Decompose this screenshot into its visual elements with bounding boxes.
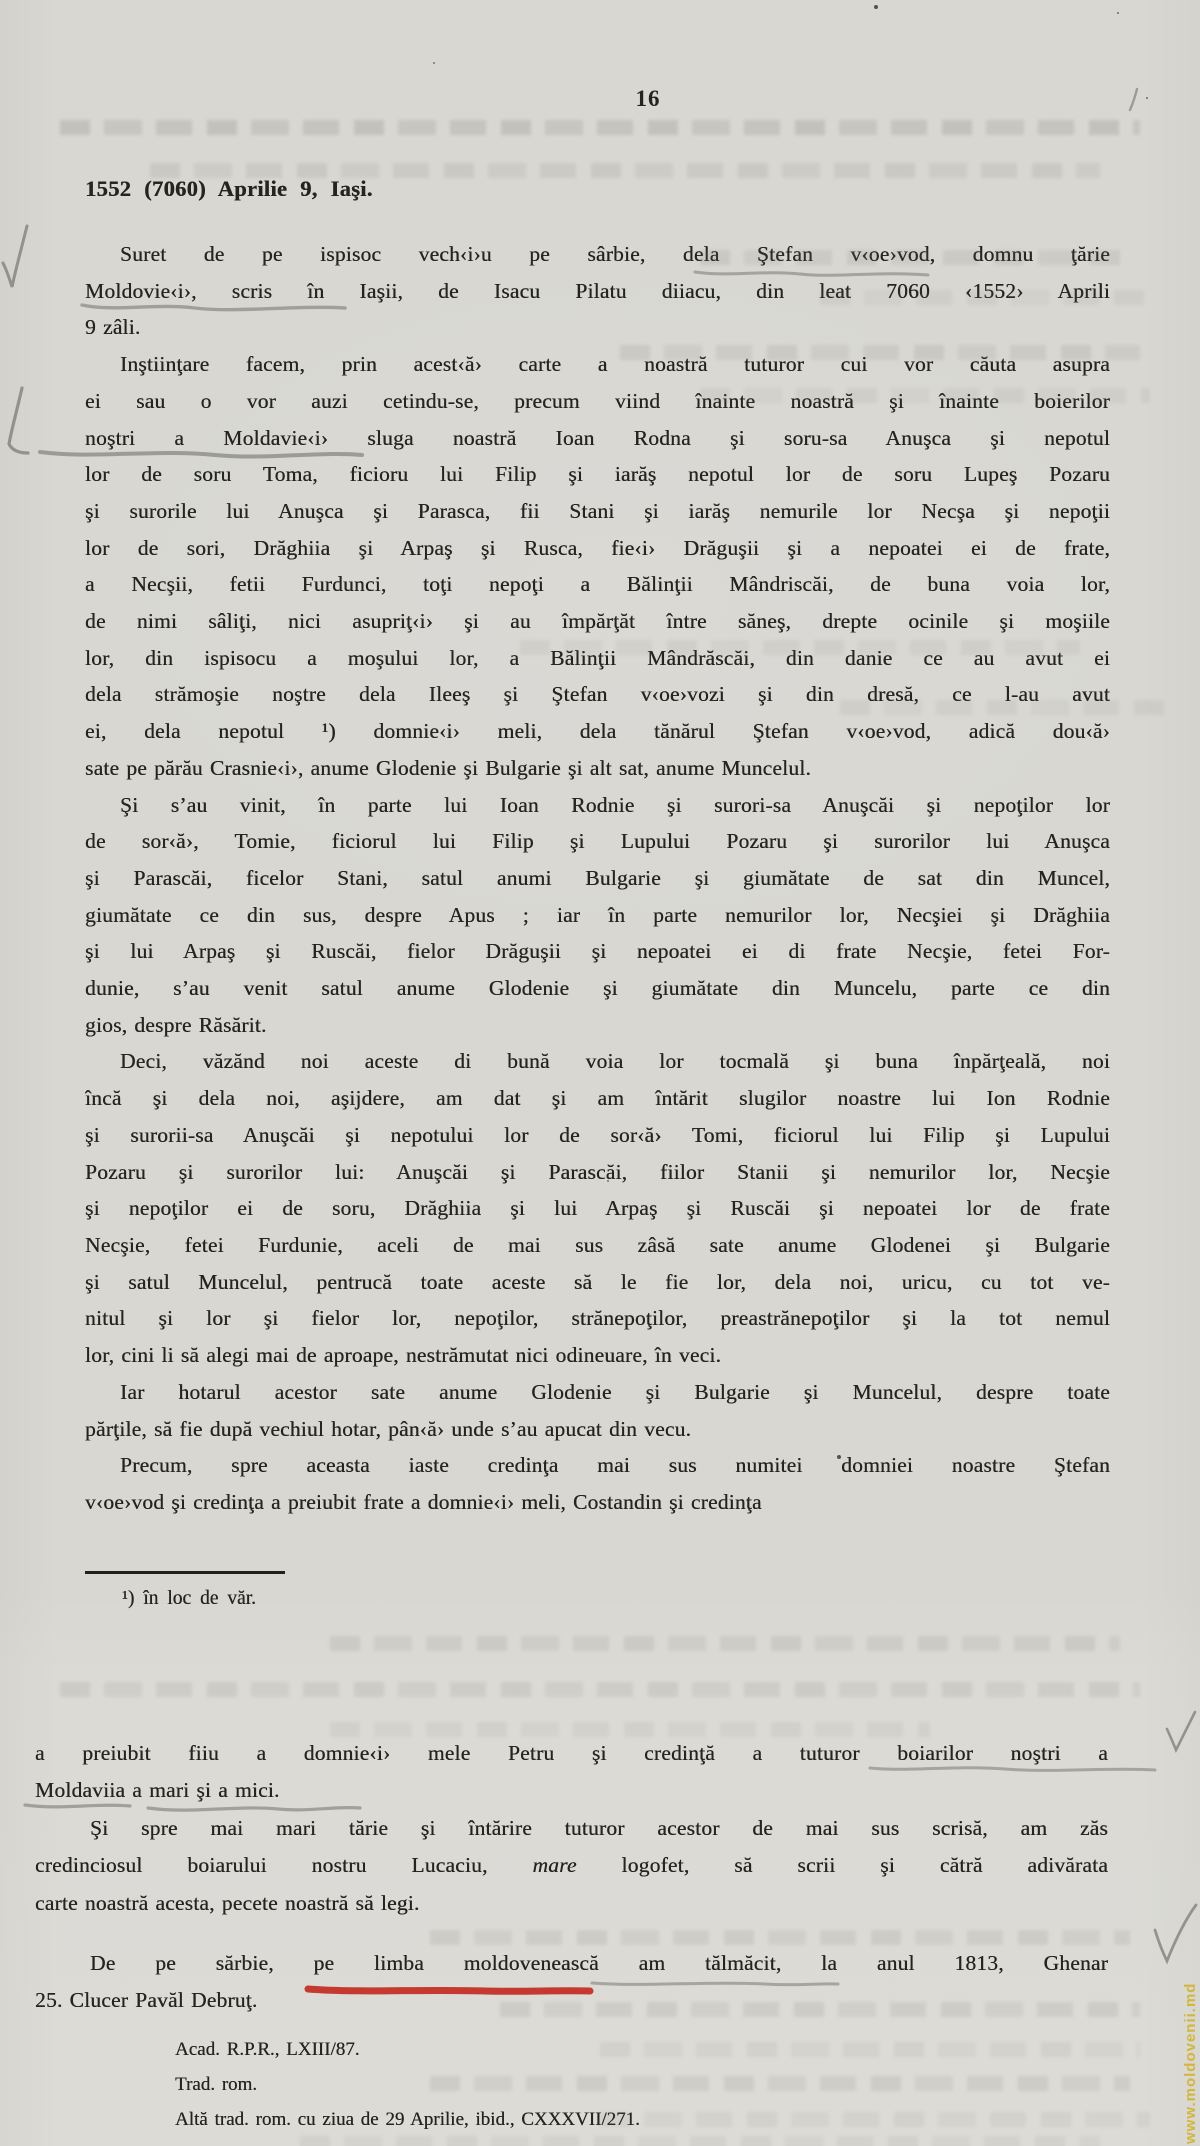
reference-line: Trad. rom. [175,2074,258,2095]
text-line: şi surorii-sa Anuşcăi şi nepotului lor de sor‹ă› Tomi, ficiorul lui Filip şi Lupului [85,1122,1110,1147]
right-tick-top-icon [1130,89,1137,110]
text-line: dela strămoşie noştre dela Ileeş şi Ştefan v‹oe›vozi şi din dresă, ce l-au avut [85,682,1110,707]
text-line: şi Parascăi, ficelor Stani, satul anumi Bulgarie şi giumătate de sat din Muncel, [85,865,1110,890]
text-line: v‹oe›vod şi credinţa a preiubit frate a domnie‹i› meli, Costandin şi credinţa [85,1489,762,1514]
text-line: giumătate ce din sus, despre Apus ; iar în parte nemurilor lor, Necşiei şi Drăghiia [85,902,1110,927]
text-line: lor, din ispisocu a moşului lor, a Bălinţii Mândrăscăi, din danie ce au avut ei [85,645,1110,670]
text-line: de nimi sâliţi, nici asupriţ‹i› şi au împărţăt între săneş, drepte ocinile şi moşiile [85,609,1110,634]
text-line: De pe sărbie, pe limba moldovenească am tălmăcit, la anul 1813, Ghenar [90,1951,1108,1976]
text-line: lor de soru Toma, ficioru lui Filip şi iarăş nepotul lor de soru Lupeş Pozaru [85,462,1110,487]
document-heading: 1552 (7060) Aprilie 9, Iaşi. [85,176,373,201]
text-line: lor, cini li să alegi mai de aproape, nestrămutat nici odineuare, în veci. [85,1343,722,1368]
text-line: şi satul Muncelul, pentrucă toate aceste să le fie lor, dela noi, uricu, cu tot ve- [85,1269,1110,1294]
document-body [85,236,1110,1521]
text-line: lor de sori, Drăghiia şi Arpaş şi Rusca, fie‹i› Drăguşii şi a nepoatei ei de frate, [85,535,1110,560]
reference-line: Altă trad. rom. cu ziua de 29 Aprilie, ibid., CXXXVII/271. [175,2109,640,2130]
text-line: Şi s’au vinit, în parte lui Ioan Rodnie şi surori-sa Anuşcăi şi nepoţilor lor [120,792,1110,817]
text-line: încă şi dela noi, aşijdere, am dat şi am întărit slugilor noastre lui Ion Rodnie [85,1086,1110,1111]
text-line: şi surorile lui Anuşca şi Parasca, fii Stani şi iarăş nemurile lor Necşa şi nepoţii [85,498,1110,523]
text-line: nitul şi lor şi fielor lor, nepoţilor, strănepoţilor, preastrănepoţilor şi la tot nemul [85,1306,1110,1331]
text-line: Necşie, fetei Furdunie, aceli de mai sus zâsă sate anume Glodenei şi Bulgarie [85,1232,1110,1257]
text-line: carte noastră acesta, pecete noastră să legi. [35,1890,420,1915]
reference-line: Acad. R.P.R., LXIII/87. [175,2039,360,2060]
left-checkmark-top-icon [3,226,27,287]
bleedthrough-line [60,1682,1140,1697]
text-line: a Necşii, fetii Furdunci, toţi nepoţi a Bălinţii Mândriscăi, de buna voia lor, [85,572,1110,597]
bleedthrough-line [330,1636,1120,1651]
right-checkmark-lower-icon [1167,1712,1195,1750]
footnote-separator [85,1571,285,1574]
text-line: a preiubit fiiu a domnie‹i› mele Petru şi credinţă a tuturor boiarilor noştri a [35,1741,1108,1765]
bleedthrough-line [600,2042,1140,2057]
text-line: Iar hotarul acestor sate anume Glodenie şi Bulgarie şi Muncelul, despre toate [120,1379,1110,1404]
text-line: noştri a Moldavie‹i› sluga noastră Ioan Rodna şi soru-sa Anuşca şi nepotul [85,425,1110,450]
text-line: şi lui Arpaş şi Ruscăi, fielor Drăguşii şi nepoatei ei di frate Necşie, fetei For- [85,939,1110,964]
text-line: 9 zâli. [85,315,141,340]
text-line: 25. Clucer Pavăl Debruţ. [35,1988,258,2013]
bleedthrough-line [60,120,1140,135]
text-line: Moldovie‹i›, scris în Iaşii, de Isacu Pilatu diiacu, din leat 7060 ‹1552› Aprili [85,278,1110,303]
text-line: ei sau o vor auzi cetindu-se, precum viind înainte noastră şi înainte boierilor [85,388,1110,413]
dust-specks [0,0,2,2]
text-line: sate pe părău Crasnie‹i›, anume Glodenie şi Bulgarie şi alt sat, anume Muncelul. [85,755,811,780]
bleedthrough-line [600,2112,1150,2127]
text-line: Inştiinţare facem, prin acest‹ă› carte a noastră tuturor cui vor căuta asupra [120,352,1110,377]
text-line: Suret de pe ispisoc vech‹i›u pe sârbie, dela Ştefan v‹oe›vod, domnu ţărie [120,242,1110,266]
page-number: 16 [635,86,661,111]
bleedthrough-line [300,2136,1100,2146]
text-line: gios, despre Răsărit. [85,1012,267,1037]
text-line: Şi spre mai mari tărie şi întărire tuturor acestor de mai sus scrisă, am zăs [90,1815,1108,1840]
references [175,2032,640,2137]
text-line: ei, dela nepotul ¹) domnie‹i› meli, dela tănărul Ştefan v‹oe›vod, adică dou‹ă› [85,719,1110,744]
text-line: Moldaviia a mari şi a mici. [35,1778,280,1803]
text-line: dunie, s’au venit satul anume Glodenie şi giumătate din Muncelu, parte ce din [85,976,1110,1001]
right-checkmark-bottom-icon [1155,1905,1196,1961]
text-line: părţile, să fie după vechiul hotar, pân‹ă› unde s’au apucat din vecu. [85,1416,692,1441]
document-continuation [35,1735,1108,2020]
text-line: Pozaru şi surorilor lui: Anuşcăi şi Parascăi, fiilor Stanii şi nemurilor lor, Necşie [85,1159,1110,1184]
text-line: de sor‹ă›, Tomie, ficiorul lui Filip şi Lupului Pozaru şi surorilor lui Anuşca [85,829,1110,854]
text-line: credinciosul boiarului nostru Lucaciu, mare logofet, să scrii şi cătră adivărata [35,1853,1108,1878]
left-checkmark-mid-icon [9,388,28,453]
text-line: şi nepoţilor ei de soru, Drăghiia şi lui Arpaş şi Ruscăi şi nepoatei lor de frate [85,1196,1110,1221]
footnote: ¹) în loc de văr. [122,1588,256,1609]
text-line: Precum, spre aceasta iaste credinţa mai sus numitei domniei noastre Ştefan [120,1453,1110,1478]
text-line: Deci, văzănd noi aceste di bună voia lor tocmală şi buna înpărţeală, noi [120,1049,1110,1074]
watermark: www.moldovenii.md [1182,1982,1199,2144]
